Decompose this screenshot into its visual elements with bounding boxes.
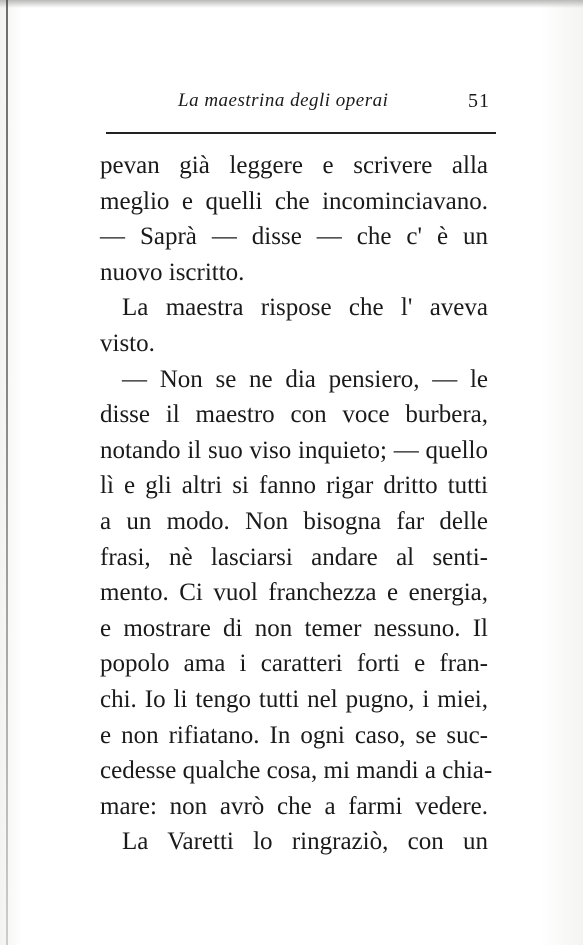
text-line: La Varetti lo ringraziò, con un: [122, 828, 488, 856]
text-line: disse il maestro con voce burbera,: [100, 401, 488, 429]
text-line: mento. Ci vuol franchezza e energia,: [100, 579, 488, 607]
text-line: notando il suo viso inquieto; — quello: [100, 436, 488, 464]
text-line: visto.: [100, 329, 155, 357]
text-line: — Non se ne dia pensiero, — le: [122, 365, 488, 393]
text-line: popolo ama i caratteri forti e fran-: [100, 650, 488, 678]
text-line: — Saprà — disse — che c' è un: [100, 223, 488, 251]
text-line: pevan già leggere e scrivere alla: [100, 152, 488, 179]
running-title: La maestrina degli operai: [178, 90, 389, 111]
text-line: e non rifiatano. In ogni caso, se suc-: [100, 721, 488, 749]
text-line: a un modo. Non bisogna far delle: [100, 507, 488, 535]
text-line: nuovo iscritto.: [100, 258, 245, 286]
header-rule: [106, 132, 496, 134]
text-line: mare: non avrò che a farmi vedere.: [100, 792, 488, 820]
page-number: 51: [468, 90, 490, 112]
text-line: frasi, nè lasciarsi andare al senti-: [100, 543, 488, 571]
text-line: chi. Io li tengo tutti nel pugno, i miei,: [100, 685, 488, 713]
text-line: lì e gli altri si fanno rigar dritto tutti: [100, 472, 488, 500]
text-line: La maestra rispose che l' aveva: [122, 294, 488, 322]
binding-edge: [6, 0, 8, 945]
running-head: [106, 90, 496, 120]
text-line: cedesse qualche cosa, mi mandi a chia-: [100, 757, 493, 785]
text-line: meglio e quelli che incominciavano.: [100, 187, 488, 215]
page-top-edge: [0, 0, 583, 8]
body-text: [100, 148, 493, 860]
text-line: e mostrare di non temer nessuno. Il: [100, 614, 488, 642]
